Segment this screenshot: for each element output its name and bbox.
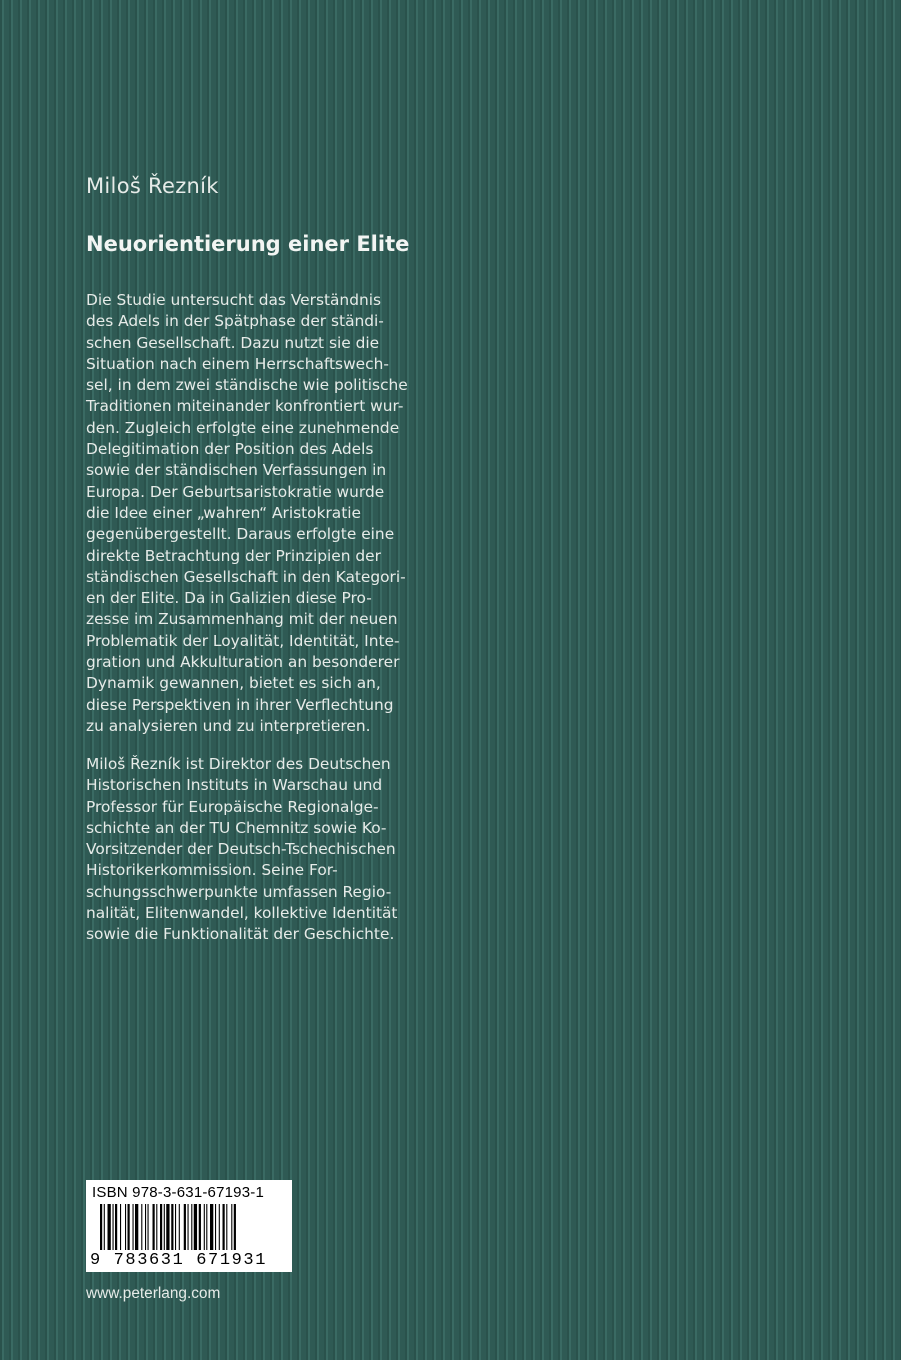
barcode-bar (175, 1204, 176, 1250)
barcode-bar (160, 1204, 162, 1250)
blurb-line: Dynamik gewannen, bietet es sich an, (86, 674, 381, 693)
blurb-line: Europa. Der Geburtsaristokratie wurde (86, 482, 385, 501)
bio-line: sowie die Funktionalität der Geschichte. (86, 925, 395, 944)
blurb-line: gegenübergestellt. Daraus erfolgte eine (86, 525, 395, 544)
barcode-bar (234, 1204, 236, 1250)
barcode-bar (113, 1204, 114, 1250)
barcode-bar (188, 1204, 189, 1250)
blurb-line: Traditionen miteinander konfrontiert wur- (86, 397, 404, 416)
blurb-line: des Adels in der Spätphase der ständi- (86, 312, 384, 331)
barcode-bar (135, 1204, 138, 1250)
barcode-bar (226, 1204, 227, 1250)
barcode-bar (153, 1204, 155, 1250)
blurb-line: schen Gesellschaft. Dazu nutzt sie die (86, 333, 380, 352)
blurb-line: direkte Betrachtung der Prinzipien der (86, 546, 381, 565)
blurb-line: en der Elite. Da in Galizien diese Pro- (86, 589, 372, 608)
barcode-bar (145, 1204, 146, 1250)
barcode-bar (184, 1204, 186, 1250)
blurb-line: den. Zugleich erfolgte eine zunehmende (86, 418, 400, 437)
barcode-bar (166, 1204, 169, 1250)
barcode-bar (156, 1204, 157, 1250)
blurb-line: Die Studie untersucht das Verständnis (86, 291, 382, 309)
barcode-bar (210, 1204, 213, 1250)
barcode-bar (148, 1204, 149, 1250)
bio-line: schungsschwerpunkte umfassen Regio- (86, 882, 392, 901)
book-title: Neuorientierung einer Elite (86, 232, 410, 256)
barcode-digits: 9 783631 671931 (90, 1251, 268, 1270)
barcode-bar (125, 1204, 126, 1250)
barcode-bar (194, 1204, 197, 1250)
barcode-bars (100, 1204, 282, 1256)
barcode-bar (231, 1204, 232, 1250)
blurb-line: Problematik der Loyalität, Identität, Inte- (86, 631, 400, 650)
blurb-line: die Idee einer „wahren“ Aristokratie (86, 503, 362, 522)
blurb-line: sowie der ständischen Verfassungen in (86, 461, 387, 480)
bio-line: Professor für Europäische Regionalge- (86, 797, 379, 816)
blurb-line: zu analysieren und zu interpretieren. (86, 716, 371, 735)
blurb-text (86, 290, 436, 737)
barcode-bar (204, 1204, 205, 1250)
barcode-bar (215, 1204, 216, 1250)
blurb-line: Situation nach einem Herrschaftswech- (86, 354, 389, 373)
author-bio (86, 754, 436, 946)
barcode-bar (219, 1204, 220, 1250)
bio-line: Vorsitzender der Deutsch-Tschechischen (86, 840, 396, 859)
blurb-line: ständischen Gesellschaft in den Kategori- (86, 567, 406, 586)
barcode-bar (108, 1204, 111, 1250)
barcode-bar (141, 1204, 142, 1250)
barcode-bar (171, 1204, 173, 1250)
barcode-bar (100, 1204, 102, 1250)
bio-line: schichte an der TU Chemnitz sowie Ko- (86, 818, 387, 837)
barcode-bar (104, 1204, 105, 1250)
barcode-bar (206, 1204, 207, 1250)
barcode-bar (179, 1204, 180, 1250)
bio-line: Historischen Instituts in Warschau und (86, 776, 383, 795)
blurb-line: gration und Akkulturation an besonderer (86, 653, 400, 672)
blurb-line: diese Perspektiven in ihrer Verflechtung (86, 695, 394, 714)
author-name: Miloš Řezník (86, 174, 219, 198)
barcode-bar (133, 1204, 134, 1250)
isbn-barcode (86, 1180, 292, 1272)
barcode-bar (115, 1204, 117, 1250)
blurb-line: Delegitimation der Position des Adels (86, 440, 374, 459)
bio-line: nalität, Elitenwandel, kollektive Identität (86, 904, 398, 923)
barcode-bar (191, 1204, 192, 1250)
barcode-bar (120, 1204, 121, 1250)
blurb-line: sel, in dem zwei ständische wie politische (86, 376, 408, 395)
isbn-label: ISBN 978-3-631-67193-1 (92, 1184, 265, 1201)
publisher-website: www.peterlang.com (86, 1285, 221, 1302)
bio-line: Historikerkommission. Seine For- (86, 861, 338, 880)
barcode-bar (223, 1204, 225, 1250)
bio-line: Miloš Řezník ist Direktor des Deutschen (86, 755, 391, 773)
barcode-bar (199, 1204, 201, 1250)
barcode-bar (128, 1204, 130, 1250)
barcode-bar (164, 1204, 165, 1250)
blurb-line: zesse im Zusammenhang mit der neuen (86, 610, 398, 629)
